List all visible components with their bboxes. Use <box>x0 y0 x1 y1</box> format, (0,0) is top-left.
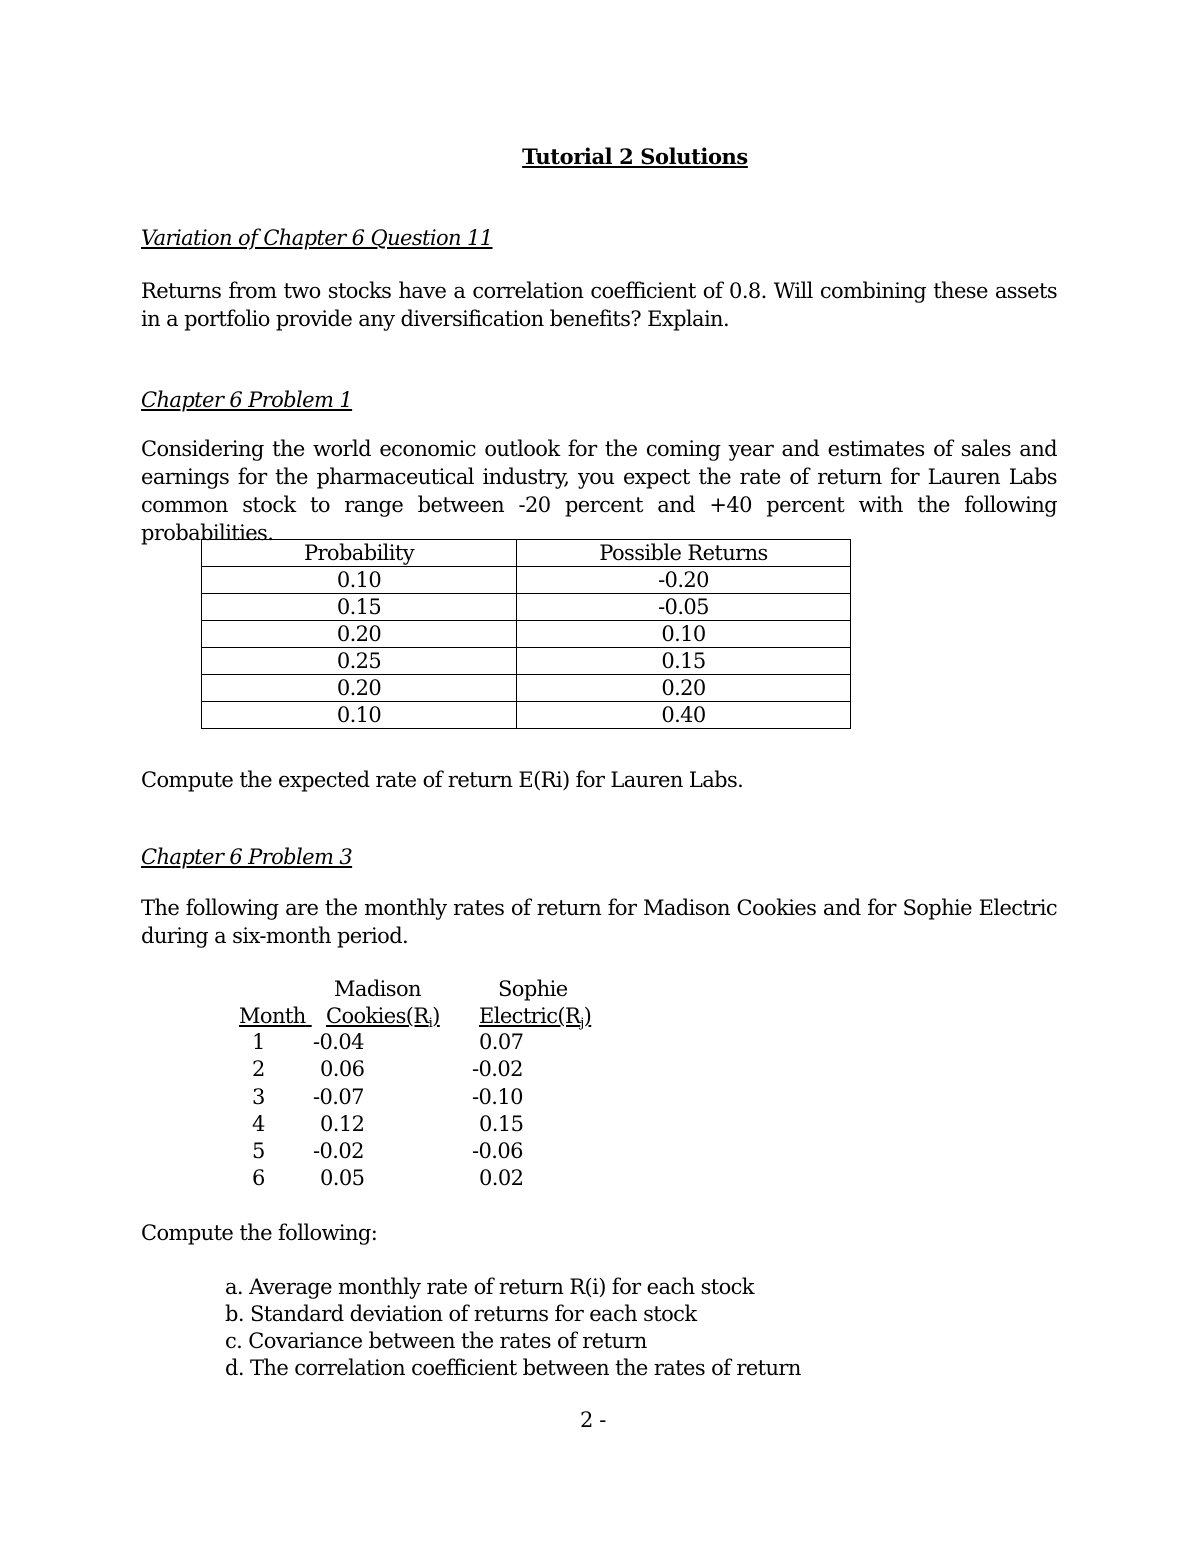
return-cell: -0.20 <box>517 567 851 594</box>
sophie-header: $Electric(R_j)$ <box>479 1004 592 1031</box>
probability-cell: 0.25 <box>202 648 517 675</box>
madison-header: $Cookies(R_i)$ <box>326 1004 440 1031</box>
madison-cell: -0.02 <box>313 1139 364 1163</box>
return-cell: 0.20 <box>517 675 851 702</box>
month-cell: 2 <box>252 1057 265 1081</box>
table-row <box>202 594 851 621</box>
month-cell: 4 <box>252 1112 265 1136</box>
sophie-cell: -0.02 <box>472 1057 523 1081</box>
probability-cell: 0.15 <box>202 594 517 621</box>
table-header-row <box>202 540 851 567</box>
page-number: 2 - <box>580 1408 606 1432</box>
table-row <box>202 621 851 648</box>
sophie-header-top: Sophie <box>498 977 568 1001</box>
probability-cell: 0.10 <box>202 567 517 594</box>
q1-heading: Variation of Chapter 6 Question 11 <box>141 226 493 250</box>
month-cell: 6 <box>252 1166 265 1190</box>
month-cell: 5 <box>252 1139 265 1163</box>
madison-cell: -0.07 <box>313 1085 364 1109</box>
list-item: b. Standard deviation of returns for each stock <box>225 1302 697 1326</box>
madison-cell: 0.05 <box>320 1166 365 1190</box>
month-header: Month <box>239 1004 306 1028</box>
madison-cell: 0.12 <box>320 1112 365 1136</box>
return-cell: 0.15 <box>517 648 851 675</box>
sophie-cell: -0.06 <box>472 1139 523 1163</box>
return-cell: 0.10 <box>517 621 851 648</box>
p1-question: Compute the expected rate of return E(Ri) for Lauren Labs. <box>141 768 744 792</box>
compute-label: Compute the following: <box>141 1221 378 1245</box>
table-row <box>202 648 851 675</box>
madison-header-top: Madison <box>334 977 421 1001</box>
table-row <box>202 702 851 729</box>
madison-cell: -0.04 <box>313 1030 364 1054</box>
list-item: a. Average monthly rate of return R(i) for each stock <box>225 1275 754 1299</box>
header-possible-returns: Possible Returns <box>517 540 851 567</box>
sophie-cell: 0.02 <box>479 1166 524 1190</box>
sophie-cell: 0.15 <box>479 1112 524 1136</box>
list-item: c. Covariance between the rates of return <box>225 1329 647 1353</box>
p1-text: Considering the world economic outlook for the coming year and estimates of sales and earnings for the pharmaceutical industry, you expect the rate of return for Lauren Labs common stock to range between -20 percent and +40 percent with the following probabilities. <box>141 437 1057 545</box>
madison-cell: 0.06 <box>320 1057 365 1081</box>
page-title: Tutorial 2 Solutions <box>522 144 748 169</box>
month-cell: 3 <box>252 1085 265 1109</box>
sophie-cell: -0.10 <box>472 1085 523 1109</box>
p3-text: The following are the monthly rates of return for Madison Cookies and for Sophie Electric during a six-month period. <box>141 896 1057 948</box>
sophie-cell: 0.07 <box>479 1030 524 1054</box>
table-row <box>202 675 851 702</box>
list-item: d. The correlation coefficient between the rates of return <box>225 1356 801 1380</box>
header-probability: Probability <box>202 540 517 567</box>
return-cell: 0.40 <box>517 702 851 729</box>
p3-heading: Chapter 6 Problem 3 <box>141 845 353 869</box>
probability-cell: 0.20 <box>202 675 517 702</box>
probability-cell: 0.20 <box>202 621 517 648</box>
probability-cell: 0.10 <box>202 702 517 729</box>
table-row <box>202 567 851 594</box>
p1-heading: Chapter 6 Problem 1 <box>141 388 353 412</box>
probability-table <box>201 539 851 729</box>
month-cell: 1 <box>252 1030 265 1054</box>
q1-text: Returns from two stocks have a correlation coefficient of 0.8. Will combining these assets in a portfolio provide any diversification benefits? Explain. <box>141 279 1057 331</box>
return-cell: -0.05 <box>517 594 851 621</box>
